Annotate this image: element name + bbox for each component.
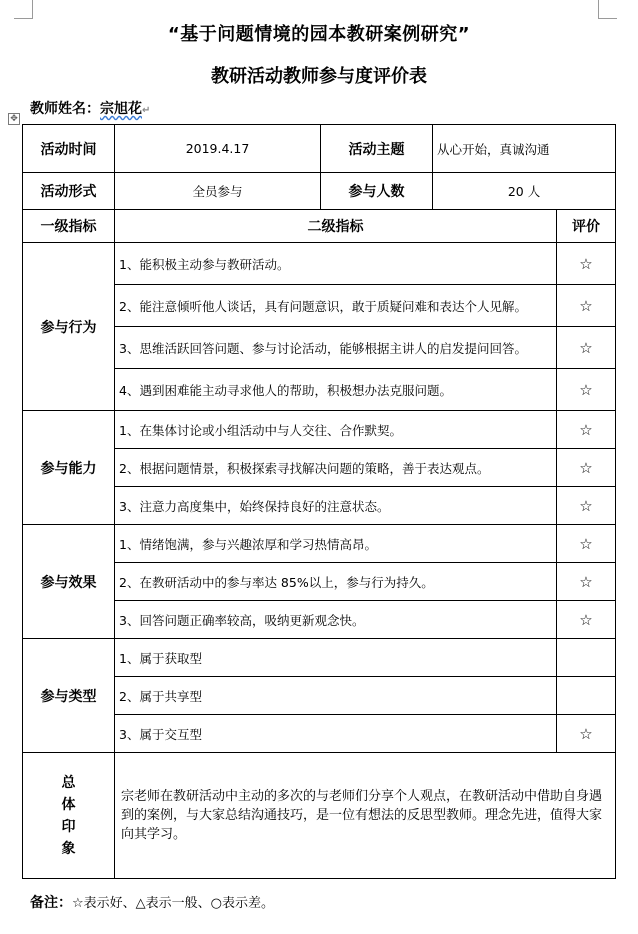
rating-star: [557, 677, 616, 715]
info-row-1: [23, 125, 616, 173]
info-row-2: [23, 173, 616, 210]
rating-star: ☆: [557, 563, 616, 601]
rating-star: ☆: [557, 369, 616, 411]
impression-label: [23, 753, 115, 879]
indicator-text: 2、根据问题情景，积极探索寻找解决问题的策略，善于表达观点。: [115, 449, 557, 487]
document-subtitle: 教研活动教师参与度评价表: [211, 66, 427, 87]
impression-label-char: 象: [61, 840, 76, 857]
rating-star: ☆: [557, 327, 616, 369]
rating-star: ☆: [557, 715, 616, 753]
rating-star: ☆: [557, 285, 616, 327]
teacher-label: 教师姓名：: [30, 101, 100, 117]
indicator-text: 3、注意力高度集中，始终保持良好的注意状态。: [115, 487, 557, 525]
indicator-text: 2、在教研活动中的参与率达 85%以上，参与行为持久。: [115, 563, 557, 601]
group-label-type: 参与类型: [23, 639, 115, 753]
rating-header: 评价: [557, 210, 616, 243]
activity-form-label: 活动形式: [23, 173, 115, 210]
rating-star: ☆: [557, 243, 616, 285]
teacher-line: [30, 98, 150, 118]
page-corner-mark-left: [14, 0, 33, 19]
indicator-text: 1、能积极主动参与教研活动。: [115, 243, 557, 285]
table-row: [23, 639, 616, 677]
indicator-text: 2、能注意倾听他人谈话，具有问题意识，敢于质疑问难和表达个人见解。: [115, 285, 557, 327]
rating-star: ☆: [557, 601, 616, 639]
footnote: [30, 892, 274, 912]
group-label-behavior: 参与行为: [23, 243, 115, 411]
indicator-text: 1、情绪饱满，参与兴趣浓厚和学习热情高昂。: [115, 525, 557, 563]
footnote-text: ☆表示好、△表示一般、○表示差。: [72, 896, 274, 911]
paragraph-mark: ↵: [142, 105, 151, 116]
rating-star: ☆: [557, 411, 616, 449]
document-title: “基于问题情境的园本教研案例研究”: [167, 24, 471, 45]
indicator-text: 4、遇到困难能主动寻求他人的帮助，积极想办法克服问题。: [115, 369, 557, 411]
group-label-ability: 参与能力: [23, 411, 115, 525]
impression-row: [23, 753, 616, 879]
indicator-text: 2、属于共享型: [115, 677, 557, 715]
level2-header: 二级指标: [115, 210, 557, 243]
indicator-text: 3、属于交互型: [115, 715, 557, 753]
level1-header: 一级指标: [23, 210, 115, 243]
evaluation-table: [22, 124, 616, 879]
activity-theme-label: 活动主题: [321, 125, 433, 173]
footnote-label: 备注：: [30, 895, 72, 911]
impression-label-char: 体: [61, 796, 76, 813]
indicator-text: 1、在集体讨论或小组活动中与人交往、合作默契。: [115, 411, 557, 449]
activity-theme-value: 从心开始，真诚沟通: [433, 125, 616, 173]
rating-star: ☆: [557, 525, 616, 563]
group-label-effect: 参与效果: [23, 525, 115, 639]
table-move-handle-icon[interactable]: ✥: [8, 113, 20, 125]
activity-time-label: 活动时间: [23, 125, 115, 173]
rating-star: ☆: [557, 449, 616, 487]
participant-count-value: 20 人: [433, 173, 616, 210]
indicator-text: 3、思维活跃回答问题、参与讨论活动，能够根据主讲人的启发提问回答。: [115, 327, 557, 369]
activity-form-value: 全员参与: [115, 173, 321, 210]
table-row: [23, 525, 616, 563]
teacher-name: 宗旭花: [100, 101, 142, 117]
impression-label-char: 总: [61, 774, 76, 791]
table-row: [23, 243, 616, 285]
impression-label-char: 印: [61, 818, 76, 835]
indicator-text: 1、属于获取型: [115, 639, 557, 677]
participant-count-label: 参与人数: [321, 173, 433, 210]
activity-time-value: 2019.4.17: [115, 125, 321, 173]
impression-text: 宗老师在教研活动中主动的多次的与老师们分享个人观点，在教研活动中借助自身遇到的案例，与大家总结沟通技巧，是一位有想法的反思型教师。理念先进，值得大家向其学习。: [115, 753, 616, 879]
rating-star: ☆: [557, 487, 616, 525]
rating-star: [557, 639, 616, 677]
table-row: [23, 411, 616, 449]
header-row: [23, 210, 616, 243]
indicator-text: 3、回答问题正确率较高，吸纳更新观念快。: [115, 601, 557, 639]
page-corner-mark-right: [598, 0, 617, 19]
